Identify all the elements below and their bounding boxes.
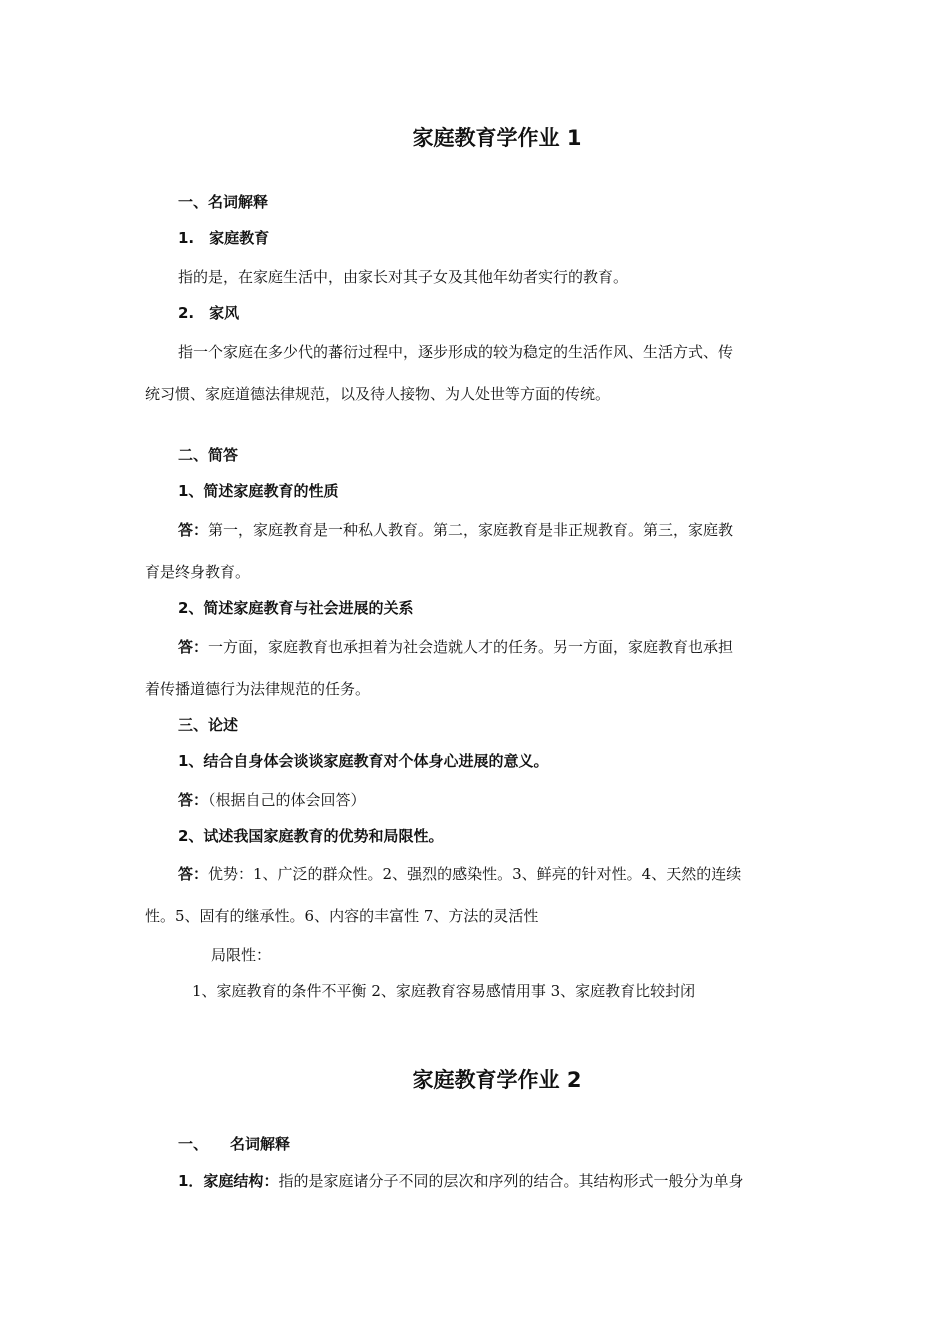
limitations-label: 局限性： <box>211 946 272 964</box>
hw2-term-1-label: 1．家庭结构： <box>178 1172 279 1190</box>
term-1-label: 1. 家庭教育 <box>178 229 270 247</box>
answer-label: 答： <box>178 521 209 539</box>
short-answer-2-line-1 <box>178 637 733 657</box>
hw2-section-1-heading: 名词解释 <box>230 1135 291 1153</box>
essay-answer-2-line-1 <box>178 864 741 884</box>
answer-text: 优势：1、广泛的群众性。2、强烈的感染性。3、鲜亮的针对性。4、天然的连续 <box>208 865 742 883</box>
section-3-heading: 三、论述 <box>178 716 239 734</box>
term-2-label: 2. 家风 <box>178 304 240 322</box>
section-1-heading: 一、名词解释 <box>178 193 269 211</box>
essay-answer-1 <box>178 790 366 810</box>
term-2-definition-line-1: 指一个家庭在多少代的蕃衍过程中，逐步形成的较为稳定的生活作风、生活方式、传 <box>178 343 734 361</box>
homework-1-title: 家庭教育学作业 1 <box>412 126 582 150</box>
hw2-term-1 <box>178 1171 743 1191</box>
hw2-term-1-definition: 指的是家庭诸分子不同的层次和序列的结合。其结构形式一般分为单身 <box>278 1172 744 1190</box>
section-2-heading: 二、简答 <box>178 446 239 464</box>
short-question-1: 1、简述家庭教育的性质 <box>178 482 339 500</box>
answer-label: 答： <box>178 791 209 809</box>
answer-text: 第一，家庭教育是一种私人教育。第二，家庭教育是非正规教育。第三，家庭教 <box>208 521 734 539</box>
hw2-section-1-number: 一、 <box>178 1135 209 1153</box>
answer-text: 一方面，家庭教育也承担着为社会造就人才的任务。另一方面，家庭教育也承担 <box>208 638 734 656</box>
short-question-2: 2、简述家庭教育与社会进展的关系 <box>178 599 414 617</box>
essay-question-1: 1、结合自身体会谈谈家庭教育对个体身心进展的意义。 <box>178 752 549 770</box>
answer-text: （根据自己的体会回答） <box>208 791 366 809</box>
answer-label: 答： <box>178 638 209 656</box>
term-1-definition: 指的是，在家庭生活中，由家长对其子女及其他年幼者实行的教育。 <box>178 268 629 286</box>
term-2-definition-line-2: 统习惯、家庭道德法律规范，以及待人接物、为人处世等方面的传统。 <box>145 385 611 403</box>
short-answer-2-line-2: 着传播道德行为法律规范的任务。 <box>145 680 371 698</box>
short-answer-1-line-1 <box>178 520 733 540</box>
essay-question-2: 2、试述我国家庭教育的优势和局限性。 <box>178 827 444 845</box>
limitations-text: 1、家庭教育的条件不平衡 2、家庭教育容易感情用事 3、家庭教育比较封闭 <box>192 982 696 1000</box>
short-answer-1-line-2: 育是终身教育。 <box>145 563 251 581</box>
answer-label: 答： <box>178 865 209 883</box>
essay-answer-2-line-2: 性。5、固有的继承性。6、内容的丰富性 7、方法的灵活性 <box>145 907 539 925</box>
homework-2-title: 家庭教育学作业 2 <box>412 1068 582 1092</box>
